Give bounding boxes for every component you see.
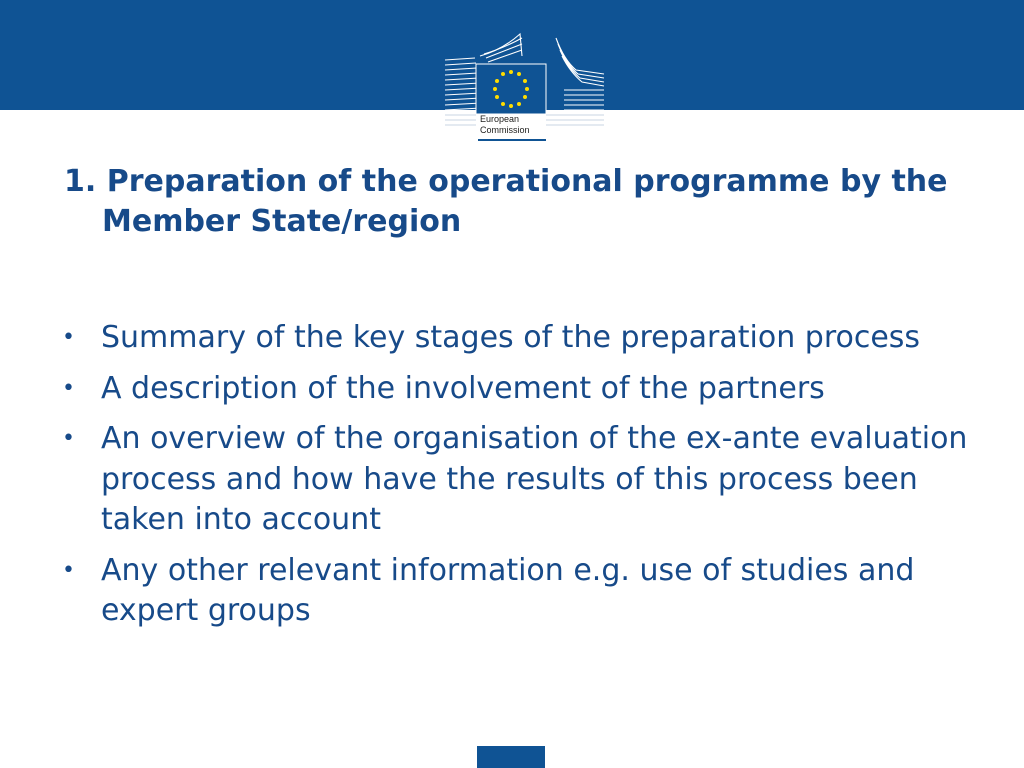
slide-title: 1. Preparation of the operational programme by the Member State/region — [64, 164, 948, 239]
bullet-icon: • — [62, 375, 75, 401]
bullet-text: A description of the involvement of the partners — [101, 370, 825, 406]
bullet-item — [62, 551, 982, 632]
bullet-text: Summary of the key stages of the preparation process — [101, 320, 921, 355]
bullet-item — [62, 318, 982, 359]
bullet-text: Any other relevant information e.g. use of studies and expert groups — [101, 552, 915, 628]
bullet-icon: • — [62, 557, 75, 583]
logo-text-line2: Commission — [480, 125, 530, 135]
bullet-icon: • — [62, 426, 75, 451]
bullet-text: An overview of the organisation of the ex-ante evaluation process and how have the results of this process been taken into account — [101, 421, 968, 537]
logo-underline — [478, 139, 546, 141]
bullet-item — [62, 419, 982, 541]
bullet-icon: • — [62, 325, 75, 350]
bullet-item — [62, 369, 982, 410]
logo-text — [480, 114, 530, 136]
bullet-list — [62, 318, 982, 642]
footer-flag — [477, 746, 545, 768]
logo-text-line1: European — [480, 114, 520, 124]
